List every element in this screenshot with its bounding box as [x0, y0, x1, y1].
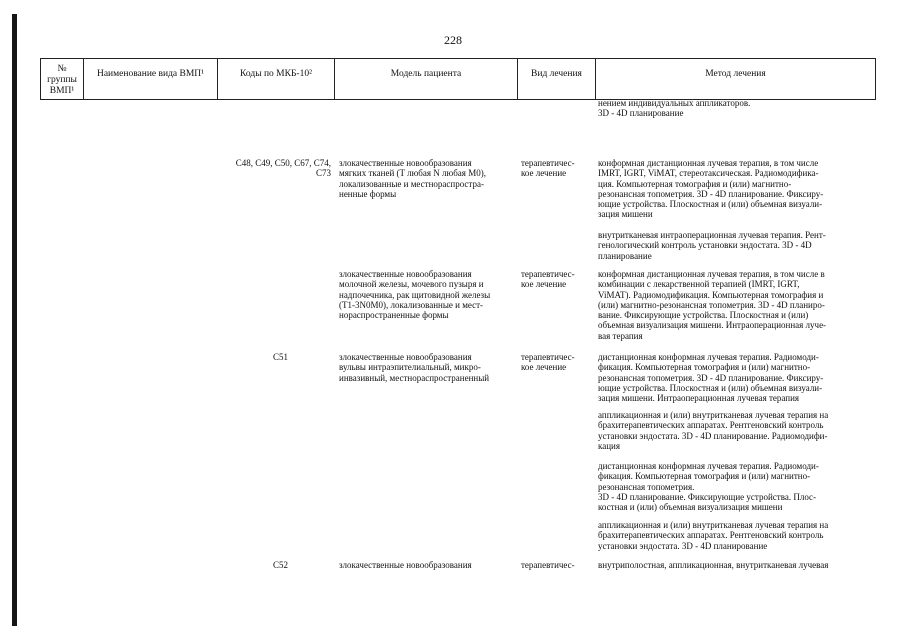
page-binding-edge	[12, 14, 17, 626]
row-treatment-method: аппликационная и (или) внутритканевая лучевая терапия на брахитерапевтических аппаратах. Рентгеновский контроль установки эндостата. 3D - 4D планирование	[598, 520, 829, 551]
row-treatment-method: внутритканевая интраоперационная лучевая терапия. Рент- генологический контроль установки эндостата. 3D - 4D планирование	[598, 230, 826, 261]
row-icd-codes: C52	[272, 560, 288, 570]
header-icd-codes: Коды по МКБ-10²	[240, 69, 312, 79]
row-treatment-method: внутриполостная, аппликационная, внутритканевая лучевая	[598, 560, 829, 570]
row-treatment-method: конформная дистанционная лучевая терапия, в том числе в комбинации с лекарственной терапией (IMRT, IGRT, ViMAT). Радиомодификация. Компьютерная томография и (или) магнитно-резонансная топометрия. 3D - 4D планиро- вание. Фиксирующие устройства. Плоскостная и (или) объемная визуализация мишени. Интраоперационная луче- вая терапия	[598, 269, 827, 341]
table-header-bottom-border	[40, 99, 876, 100]
header-vmp-name: Наименование вида ВМП¹	[96, 69, 205, 79]
table-header-top-border	[40, 58, 876, 59]
row-icd-codes: C48, C49, C50, C67, C74, C73	[235, 158, 331, 179]
header-group-number: № группы ВМП¹	[47, 64, 77, 96]
row-patient-model: злокачественные новообразования	[339, 560, 472, 570]
page-number: 228	[444, 33, 462, 47]
row-treatment-method: конформная дистанционная лучевая терапия, в том числе IMRT, IGRT, ViMAT, стереотаксическая. Радиомодифика- ция. Компьютерная томография и (или) магнитно- резонансная топометрия. 3D - 4D планирование. Фиксиру- ющие устройства. Плоскостная и (или) объемная визуали- зация мишени	[598, 158, 824, 220]
row-patient-model: злокачественные новообразования вульвы интраэпителиальный, микро- инвазивный, местнораспространенный	[339, 352, 490, 383]
header-treatment-method: Метод лечения	[705, 69, 766, 79]
method-continuation: нением индивидуальных аппликаторов. 3D - 4D планирование	[598, 98, 751, 119]
row-patient-model: злокачественные новообразования молочной железы, мочевого пузыря и надпочечника, рак щитовидной железы (T1-3N0M0), локализованные и мест- нораспространенные формы	[339, 269, 491, 321]
row-treatment-type: терапевтичес-	[521, 560, 575, 570]
row-treatment-method: дистанционная конформная лучевая терапия. Радиомоди- фикация. Компьютерная томография и (или) магнитно- резонансная топометрия. 3D - 4D планирование. Фиксиру- ющие устройства. Плоскостная и (или) объемная визуали- зация мишени. Интраоперационная лучевая терапия	[598, 352, 824, 404]
row-patient-model: злокачественные новообразования мягких тканей (T любая N любая M0), локализованные и местнораспростра- ненные формы	[339, 158, 486, 199]
row-treatment-method: аппликационная и (или) внутритканевая лучевая терапия на брахитерапевтических аппаратах. Рентгеновский контроль установки эндостата. 3D - 4D планирование. Радиомодифи- кация	[598, 410, 829, 451]
row-icd-codes: C51	[272, 352, 288, 362]
row-treatment-method: дистанционная конформная лучевая терапия. Радиомоди- фикация. Компьютерная томография и (или) магнитно- резонансная топометрия. 3D - 4D планирование. Фиксирующие устройства. Плос- костная и (или) объемная визуализация мишени	[598, 461, 819, 513]
header-patient-model: Модель пациента	[390, 69, 462, 79]
row-treatment-type: терапевтичес- кое лечение	[521, 269, 575, 290]
table-column-divider	[875, 58, 876, 100]
row-treatment-type: терапевтичес- кое лечение	[521, 352, 575, 373]
header-treatment-type: Вид лечения	[531, 69, 582, 79]
row-treatment-type: терапевтичес- кое лечение	[521, 158, 575, 179]
